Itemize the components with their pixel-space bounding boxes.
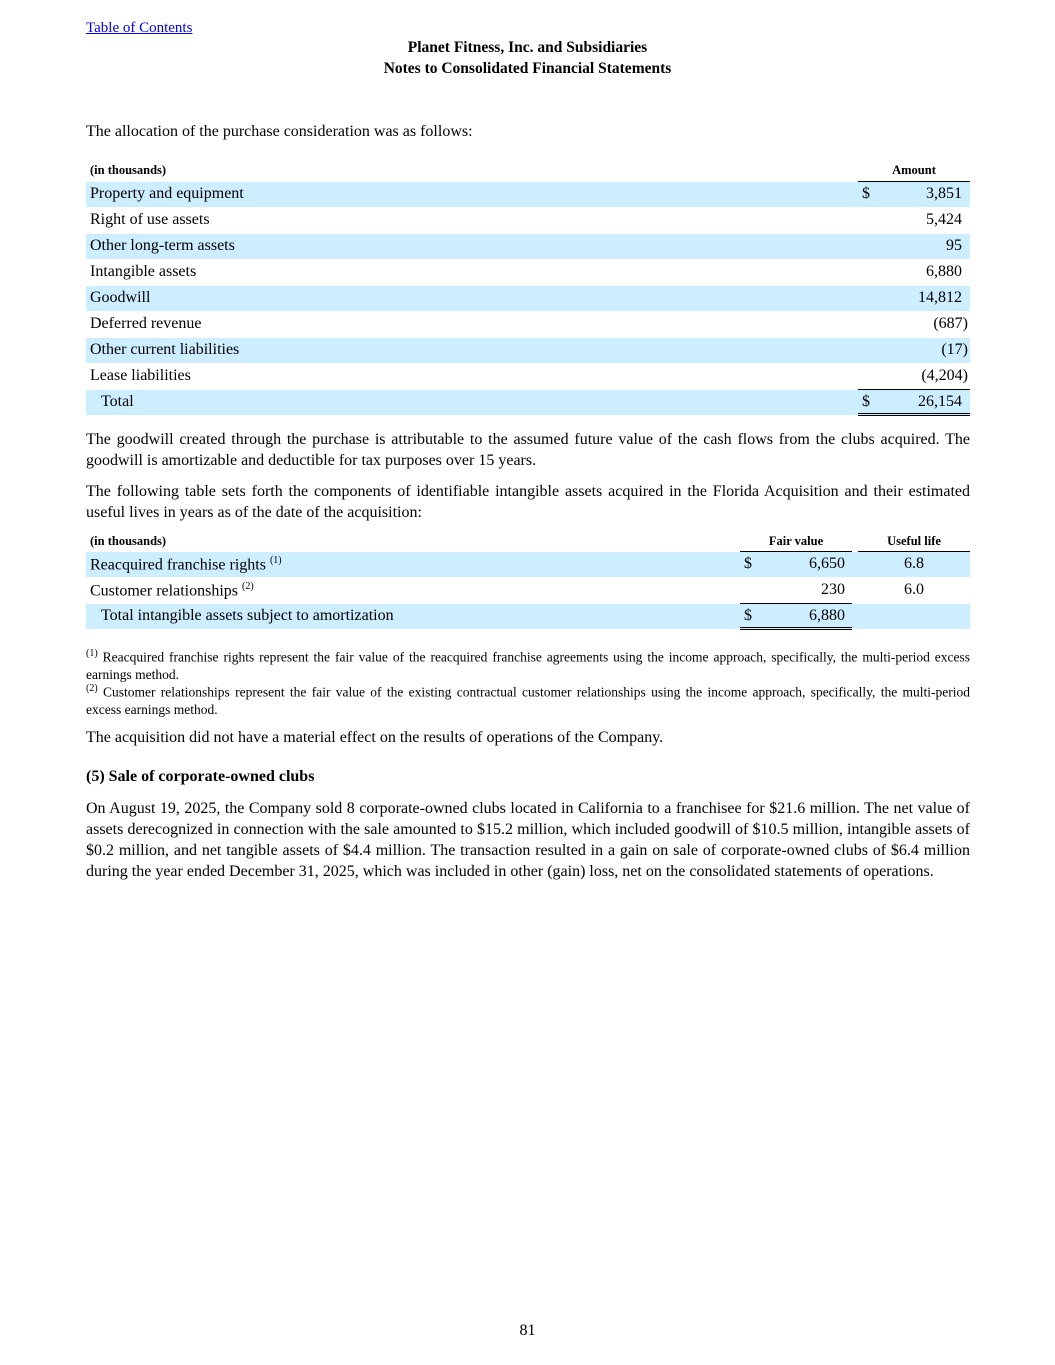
section-5-body: On August 19, 2025, the Company sold 8 corporate-owned clubs located in California to a franchisee for $21.6 million. The net value of assets derecognized in connection with the sale amounted to $15.2 million, which included goodwill of $10.5 million, intangible assets of $0.2 million, and net tangible assets of $4.4 million. The transaction resulted in a gain on sale of corporate-owned clubs of $6.4 million during the year ended December 31, 2025, which was included in other (gain) loss, net on the consolidated statements of operations. [86, 800, 970, 880]
row-fair-value: 6,650 [809, 555, 845, 572]
row-label: Goodwill [90, 289, 151, 306]
total-fair-value: 6,880 [809, 607, 845, 624]
table-row [86, 364, 970, 389]
page-number: 81 [519, 1322, 536, 1339]
section-5-title: (5) Sale of corporate-owned clubs [86, 768, 315, 785]
company-name: Planet Fitness, Inc. and Subsidiaries [407, 39, 648, 56]
row-label: Lease liabilities [90, 367, 191, 384]
intangibles-intro: The following table sets forth the components of identifiable intangible assets acquired in the Florida Acquisition and their estimated useful lives in years as of the date of the acquisition: [86, 483, 970, 521]
row-label: Property and equipment [90, 185, 244, 202]
allocation-unit-header: (in thousands) [90, 163, 167, 177]
amount-header: Amount [892, 163, 936, 177]
table-row [86, 234, 970, 259]
total-label: Total [101, 393, 134, 410]
row-label: Intangible assets [90, 263, 197, 280]
table-row [86, 260, 970, 285]
total-amount: 26,154 [918, 393, 962, 410]
total-double-rule [858, 413, 970, 416]
table-row [86, 338, 970, 363]
goodwill-paragraph: The goodwill created through the purchase is attributable to the assumed future value of the cash flows from the clubs acquired. The goodwill is amortizable and deductible for tax purposes over 15 years. [86, 431, 970, 469]
row-label: Reacquired franchise rights $^{(1)}$ [90, 555, 282, 574]
row-amount: (687) [933, 315, 968, 332]
total-row [86, 604, 970, 629]
table-row [86, 312, 970, 337]
currency-symbol: $ [862, 185, 870, 202]
intangibles-unit-header: (in thousands) [90, 534, 167, 548]
row-amount: 95 [946, 237, 962, 254]
row-useful-life: 6.0 [904, 581, 924, 598]
table-of-contents-link[interactable]: Table of Contents [86, 20, 193, 36]
page-title: Notes to Consolidated Financial Statements [383, 60, 672, 77]
fair-value-header: Fair value [768, 534, 824, 548]
currency-symbol: $ [744, 555, 752, 572]
table-row [86, 182, 970, 207]
total-row [86, 390, 970, 415]
row-amount: 3,851 [926, 185, 962, 202]
row-label: Customer relationships $^{(2)}$ [90, 581, 254, 600]
row-amount: 5,424 [926, 211, 962, 228]
row-amount: 14,812 [918, 289, 962, 306]
table-row [86, 208, 970, 233]
row-label: Other long-term assets [90, 237, 235, 254]
currency-symbol: $ [744, 607, 752, 624]
useful-life-header: Useful life [887, 534, 941, 548]
row-amount: (17) [941, 341, 968, 358]
footnote-ref: (2) [241, 581, 254, 592]
row-fair-value: 230 [821, 581, 845, 598]
total-label: Total intangible assets subject to amortization [101, 607, 394, 624]
table-row [86, 552, 970, 577]
row-amount: 6,880 [926, 263, 962, 280]
row-label: Deferred revenue [90, 315, 202, 332]
footnote-ref: (1) [269, 555, 282, 566]
currency-symbol: $ [862, 393, 870, 410]
table-row [86, 286, 970, 311]
row-amount: (4,204) [921, 367, 968, 384]
allocation-intro: The allocation of the purchase consideration was as follows: [86, 123, 473, 140]
table-row [86, 578, 970, 603]
row-label: Other current liabilities [90, 341, 240, 358]
footnote-2: $^{(2)}$ Customer relationships represent the fair value of the existing contractual customer relationships using the income approach, specifically, the multi-period excess earnings method. [86, 683, 971, 717]
row-label: Right of use assets [90, 211, 210, 228]
acquisition-effect-paragraph: The acquisition did not have a material effect on the results of operations of the Company. [86, 729, 664, 746]
row-useful-life: 6.8 [904, 555, 924, 572]
total-double-rule [740, 627, 852, 630]
footnote-1: $^{(1)}$ Reacquired franchise rights represent the fair value of the reacquired franchise agreements using the income approach, specifically, the multi-period excess earnings method. [86, 648, 971, 682]
